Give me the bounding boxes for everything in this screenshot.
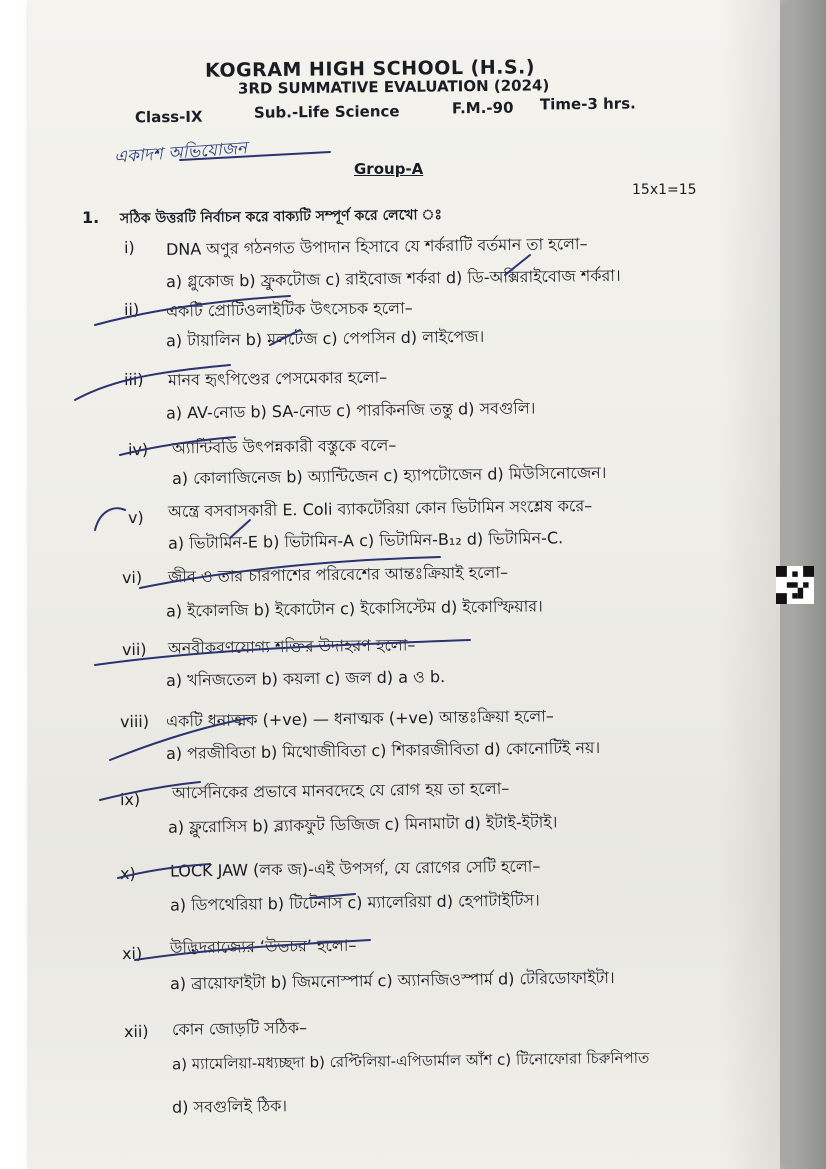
item-options: a) কোলাজিনেজ b) অ্যান্টিজেন c) হ্যাপটোজেন d) মিউসিনোজেন। [171, 462, 607, 489]
item-options: a) ফ্লুরোসিস b) ব্ল্যাকফুট ডিজিজ c) মিনামাটা d) ইটাই-ইটাই। [167, 812, 558, 837]
item-question: একটি প্রোটিওলাইটিক উৎসেচক হলো– [165, 298, 413, 321]
group-heading: Group-A [354, 160, 424, 178]
item-options: a) ডিপথেরিয়া b) টিটেনাস c) ম্যালেরিয়া d) হেপাটাইটিস। [169, 890, 540, 915]
item-question: জীব ও তার চারপাশের পরিবেশের আন্তঃক্রিয়াই হলো– [167, 562, 509, 587]
question-marks: 15x1=15 [632, 182, 697, 198]
item-number: v) [127, 507, 144, 528]
item-options-continued: d) সবগুলিই ঠিক। [171, 1096, 288, 1117]
item-number: iii) [123, 369, 144, 390]
item-number: vi) [121, 567, 143, 588]
item-question: একটি ধনাত্মক (+ve) — ধনাত্মক (+ve) আন্তঃক্রিয়া হলো– [165, 706, 554, 731]
time-label: Time-3 hrs. [539, 94, 636, 114]
item-number: xi) [121, 943, 143, 964]
item-number: xii) [123, 1021, 149, 1042]
item-number: x) [119, 863, 136, 884]
exam-title: 3RD SUMMATIVE EVALUATION (2024) [237, 76, 550, 98]
handwritten-note: একাদশ অভিযোজন [113, 138, 248, 168]
item-question: DNA অণুর গঠনগত উপাদান হিসাবে যে শর্করাটি বর্তমান তা হলো– [165, 234, 588, 259]
item-question: অ্যান্টিবডি উৎপন্নকারী বস্তুকে বলে– [171, 435, 397, 458]
item-question: অন্ত্রে বসবাসকারী E. Coli ব্যাকটেরিয়া কোন ভিটামিন সংশ্লেষ করে– [167, 496, 593, 521]
item-number: i) [123, 237, 135, 258]
qr-code-icon [776, 566, 814, 604]
item-options: a) ভিটামিন-E b) ভিটামিন-A c) ভিটামিন-B₁₂ d) ভিটামিন-C. [167, 528, 564, 553]
item-question: আর্সেনিকের প্রভাবে মানবদেহে যে রোগ হয় তা হলো– [171, 778, 510, 803]
class-label: Class-IX [134, 107, 203, 127]
item-options: a) গ্লুকোজ b) ফ্রুকটোজ c) রাইবোজ শর্করা d) ডি-অক্সিরাইবোজ শর্করা। [165, 265, 621, 292]
item-options: a) ব্রায়োফাইটা b) জিমনোস্পার্ম c) অ্যানজিওস্পার্ম d) টেরিডোফাইটা। [169, 967, 615, 994]
subject-label: Sub.-Life Science [253, 102, 400, 122]
item-options: a) টায়ালিন b) মলটেজ c) পেপসিন d) লাইপেজ। [165, 326, 485, 351]
item-options: a) ইকোলজি b) ইকোটোন c) ইকোসিস্টেম d) ইকোস্ফিয়ার। [165, 596, 543, 621]
item-question: মানব হৃৎপিণ্ডের পেসমেকার হলো– [167, 367, 388, 390]
item-number: ii) [123, 299, 140, 320]
item-question: অনবীকরণযোগ্য শক্তির উদাহরণ হলো– [167, 635, 416, 658]
item-question: উদ্ভিদরাজ্যের ‘উভচর’ হলো– [169, 935, 357, 958]
item-number: vii) [121, 639, 147, 660]
school-name: KOGRAM HIGH SCHOOL (H.S.) [204, 56, 536, 82]
item-options: a) AV-নোড b) SA-নোড c) পারকিনজি তন্তু d) সবগুলি। [165, 398, 536, 423]
item-number: viii) [119, 711, 150, 732]
item-options: a) খনিজতেল b) কয়লা c) জল d) a ও b. [165, 667, 446, 690]
item-options: a) পরজীবিতা b) মিথোজীবিতা c) শিকারজীবিতা d) কোনোটিই নয়। [165, 737, 601, 764]
item-number: ix) [119, 789, 141, 810]
item-question: LOCK JAW (লক জ)-এই উপসর্গ, যে রোগের সেটি হলো– [169, 856, 541, 881]
full-marks-label: F.M.-90 [451, 98, 514, 118]
item-options: a) ম্যামেলিয়া-মধ্যচ্ছদা b) রেপ্টিলিয়া-এপিডার্মাল আঁশ c) টিনোফোরা চিরুনিপাত [171, 1048, 650, 1074]
question-instruction: সঠিক উত্তরটি নির্বাচন করে বাক্যটি সম্পূর্ণ করে লেখো ঃ [119, 207, 443, 227]
question-number: 1. [82, 208, 100, 227]
item-number: iv) [127, 439, 149, 460]
item-question: কোন জোড়টি সঠিক– [171, 1018, 308, 1039]
